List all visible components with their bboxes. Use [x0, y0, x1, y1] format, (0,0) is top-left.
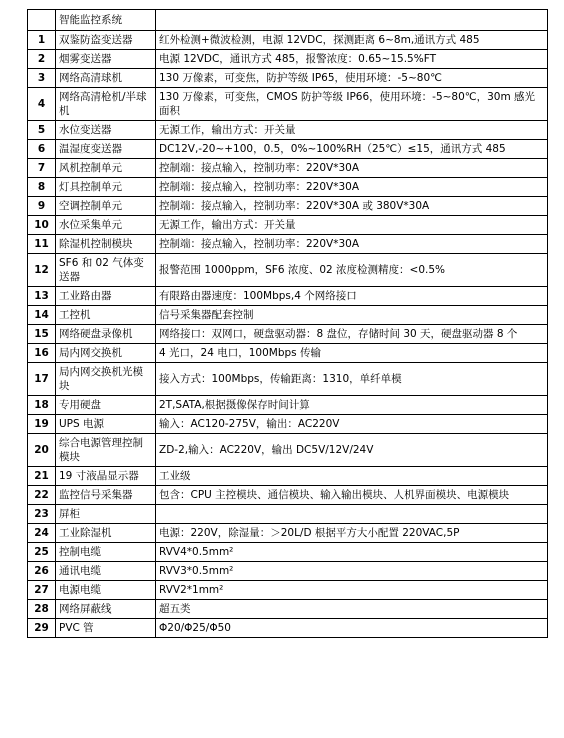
table-row	[28, 216, 548, 235]
row-name-cell: 电源电缆	[56, 581, 156, 600]
table-row	[28, 562, 548, 581]
table-row	[28, 50, 548, 69]
row-name-cell: 风机控制单元	[56, 159, 156, 178]
row-index-cell: 10	[28, 216, 56, 235]
table-row	[28, 31, 548, 50]
table-header-row	[28, 10, 548, 31]
header-desc-cell	[156, 10, 548, 31]
row-desc-cell: 报警范围 1000ppm，SF6 浓度、02 浓度检测精度：<0.5%	[156, 254, 548, 287]
table-row	[28, 306, 548, 325]
row-index-cell: 23	[28, 505, 56, 524]
spec-table	[27, 9, 548, 638]
header-title-cell: 智能监控系统	[56, 10, 156, 31]
row-desc-cell: 控制端：接点输入，控制功率：220V*30A	[156, 159, 548, 178]
row-desc-cell: 有限路由器速度：100Mbps,4 个网络接口	[156, 287, 548, 306]
row-index-cell: 26	[28, 562, 56, 581]
table-row	[28, 121, 548, 140]
row-name-cell: 综合电源管理控制模块	[56, 434, 156, 467]
row-index-cell: 6	[28, 140, 56, 159]
table-row	[28, 178, 548, 197]
row-index-cell: 17	[28, 363, 56, 396]
row-index-cell: 16	[28, 344, 56, 363]
row-desc-cell: ZD-2,输入：AC220V，输出 DC5V/12V/24V	[156, 434, 548, 467]
row-desc-cell: 2T,SATA,根据摄像保存时间计算	[156, 396, 548, 415]
row-name-cell: 灯具控制单元	[56, 178, 156, 197]
table-row	[28, 524, 548, 543]
row-index-cell: 18	[28, 396, 56, 415]
row-name-cell: 监控信号采集器	[56, 486, 156, 505]
row-index-cell: 21	[28, 467, 56, 486]
row-name-cell: 烟雾变送器	[56, 50, 156, 69]
row-desc-cell: 无源工作，输出方式：开关量	[156, 121, 548, 140]
header-index-cell	[28, 10, 56, 31]
row-name-cell: 网络屏蔽线	[56, 600, 156, 619]
table-row	[28, 254, 548, 287]
row-desc-cell: 4 光口，24 电口，100Mbps 传输	[156, 344, 548, 363]
row-desc-cell: RVV4*0.5mm²	[156, 543, 548, 562]
row-index-cell: 11	[28, 235, 56, 254]
row-index-cell: 15	[28, 325, 56, 344]
row-desc-cell: RVV3*0.5mm²	[156, 562, 548, 581]
row-index-cell: 5	[28, 121, 56, 140]
table-row	[28, 434, 548, 467]
row-name-cell: 水位采集单元	[56, 216, 156, 235]
table-row	[28, 197, 548, 216]
row-desc-cell: 控制端：接点输入，控制功率：220V*30A 或 380V*30A	[156, 197, 548, 216]
row-name-cell: 专用硬盘	[56, 396, 156, 415]
row-index-cell: 8	[28, 178, 56, 197]
row-index-cell: 25	[28, 543, 56, 562]
row-desc-cell: 130 万像素，可变焦，CMOS 防护等级 IP66，使用环境：-5~80℃，30m 感光面积	[156, 88, 548, 121]
row-name-cell: 双鉴防盗变送器	[56, 31, 156, 50]
table-row	[28, 69, 548, 88]
table-row	[28, 467, 548, 486]
row-name-cell: 局内网交换机光模块	[56, 363, 156, 396]
row-desc-cell: RVV2*1mm²	[156, 581, 548, 600]
row-name-cell: UPS 电源	[56, 415, 156, 434]
row-index-cell: 29	[28, 619, 56, 638]
row-name-cell: 工业除湿机	[56, 524, 156, 543]
row-index-cell: 14	[28, 306, 56, 325]
row-desc-cell: 超五类	[156, 600, 548, 619]
table-row	[28, 287, 548, 306]
row-name-cell: SF6 和 02 气体变送器	[56, 254, 156, 287]
row-desc-cell: 控制端：接点输入，控制功率：220V*30A	[156, 235, 548, 254]
row-index-cell: 27	[28, 581, 56, 600]
row-index-cell: 3	[28, 69, 56, 88]
row-name-cell: 19 寸液晶显示器	[56, 467, 156, 486]
row-desc-cell: Φ20/Φ25/Φ50	[156, 619, 548, 638]
row-name-cell: 空调控制单元	[56, 197, 156, 216]
row-desc-cell: DC12V,-20~+100，0.5，0%~100%RH（25℃）≤15，通讯方式 485	[156, 140, 548, 159]
row-name-cell: 水位变送器	[56, 121, 156, 140]
row-desc-cell: 红外检测+微波检测，电源 12VDC，探测距离 6~8m,通讯方式 485	[156, 31, 548, 50]
row-index-cell: 19	[28, 415, 56, 434]
row-index-cell: 7	[28, 159, 56, 178]
row-name-cell: 局内网交换机	[56, 344, 156, 363]
row-index-cell: 13	[28, 287, 56, 306]
row-name-cell: 网络高清球机	[56, 69, 156, 88]
table-row	[28, 415, 548, 434]
row-desc-cell: 输入：AC120-275V，输出：AC220V	[156, 415, 548, 434]
table-row	[28, 600, 548, 619]
row-desc-cell: 控制端：接点输入，控制功率：220V*30A	[156, 178, 548, 197]
table-row	[28, 396, 548, 415]
row-name-cell: 温湿度变送器	[56, 140, 156, 159]
table-row	[28, 344, 548, 363]
row-desc-cell: 包含：CPU 主控模块、通信模块、输入输出模块、人机界面模块、电源模块	[156, 486, 548, 505]
row-name-cell: 控制电缆	[56, 543, 156, 562]
table-row	[28, 619, 548, 638]
table-row	[28, 325, 548, 344]
table-row	[28, 88, 548, 121]
row-name-cell: 屏柜	[56, 505, 156, 524]
row-name-cell: 网络硬盘录像机	[56, 325, 156, 344]
row-desc-cell: 130 万像素，可变焦，防护等级 IP65，使用环境：-5~80℃	[156, 69, 548, 88]
row-index-cell: 9	[28, 197, 56, 216]
row-name-cell: 工业路由器	[56, 287, 156, 306]
row-desc-cell: 工业级	[156, 467, 548, 486]
table-row	[28, 140, 548, 159]
row-name-cell: 除湿机控制模块	[56, 235, 156, 254]
row-desc-cell: 信号采集器配套控制	[156, 306, 548, 325]
row-name-cell: 网络高清枪机/半球机	[56, 88, 156, 121]
row-desc-cell: 无源工作，输出方式：开关量	[156, 216, 548, 235]
table-row	[28, 581, 548, 600]
table-row	[28, 235, 548, 254]
row-name-cell: 工控机	[56, 306, 156, 325]
row-index-cell: 12	[28, 254, 56, 287]
row-index-cell: 4	[28, 88, 56, 121]
row-desc-cell: 电源：220V，除湿量：＞20L/D 根据平方大小配置 220VAC,5P	[156, 524, 548, 543]
table-row	[28, 363, 548, 396]
row-index-cell: 20	[28, 434, 56, 467]
row-desc-cell: 网络接口：双网口，硬盘驱动器：8 盘位，存储时间 30 天，硬盘驱动器 8 个	[156, 325, 548, 344]
row-index-cell: 1	[28, 31, 56, 50]
row-name-cell: PVC 管	[56, 619, 156, 638]
table-row	[28, 159, 548, 178]
table-row	[28, 543, 548, 562]
row-desc-cell	[156, 505, 548, 524]
table-row	[28, 486, 548, 505]
spec-table-body	[28, 10, 548, 638]
row-index-cell: 24	[28, 524, 56, 543]
row-desc-cell: 电源 12VDC，通讯方式 485，报警浓度：0.65~15.5%FT	[156, 50, 548, 69]
table-row	[28, 505, 548, 524]
row-index-cell: 2	[28, 50, 56, 69]
row-index-cell: 28	[28, 600, 56, 619]
row-index-cell: 22	[28, 486, 56, 505]
row-name-cell: 通讯电缆	[56, 562, 156, 581]
row-desc-cell: 接入方式：100Mbps，传输距离：1310，单纤单模	[156, 363, 548, 396]
